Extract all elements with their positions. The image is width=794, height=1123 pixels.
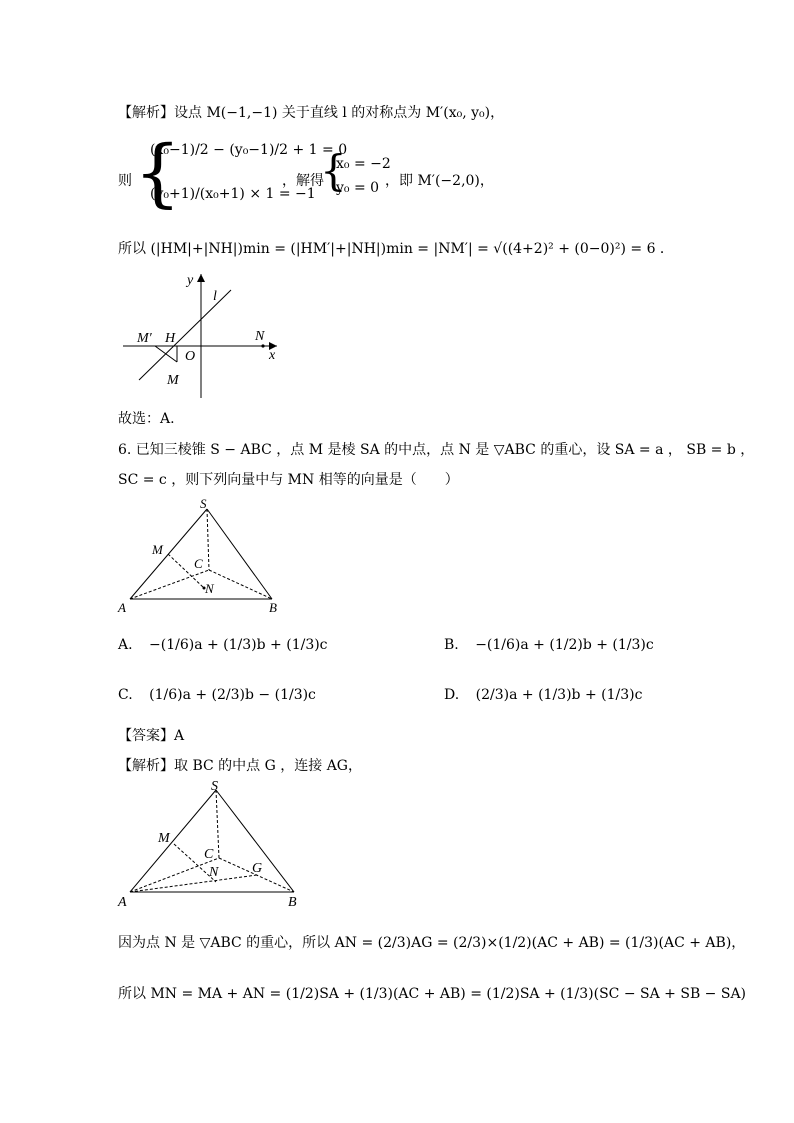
- label-m: M: [152, 542, 163, 557]
- result-conclusion: ，即 M′(−2,0)，: [385, 173, 494, 189]
- answer-6: 【答案】A: [118, 728, 185, 744]
- option-c-key: C.: [118, 687, 133, 703]
- option-a-key: A.: [118, 637, 133, 653]
- option-a-text: −(1/6)a + (1/3)b + (1/3)c: [149, 637, 328, 653]
- label-y: y: [187, 273, 194, 288]
- ze-label: 则: [118, 173, 132, 189]
- label-m: M: [158, 831, 170, 846]
- option-d-key: D.: [444, 687, 460, 703]
- option-a[interactable]: [118, 637, 328, 653]
- brace-result: {: [320, 146, 347, 195]
- label-g: G: [252, 861, 263, 876]
- q6-stem-line2: SC = c ，则下列向量中与 MN 相等的向量是（ ）: [118, 472, 459, 488]
- tetrahedron-figure-2: [112, 778, 312, 913]
- label-b: B: [288, 895, 297, 910]
- label-n: N: [255, 329, 265, 344]
- result-2: y₀ = 0: [336, 180, 380, 196]
- line-an: 因为点 N 是 ▽ABC 的重心，所以 AN = (2/3)AG = (2/3)×(1/2)(AC + AB) = (1/3)(AC + AB)，: [118, 935, 746, 951]
- option-d-text: (2/3)a + (1/3)b + (1/3)c: [475, 687, 643, 703]
- jiede-label: ，解得: [282, 173, 324, 189]
- label-o: O: [185, 349, 196, 364]
- analysis-6: 【解析】取 BC 的中点 G ，连接 AG，: [118, 758, 362, 774]
- solution-intro: 【解析】设点 M(−1,−1) 关于直线 l 的对称点为 M′(x₀, y₀)，: [118, 105, 505, 121]
- option-b-key: B.: [444, 637, 459, 653]
- label-b: B: [269, 600, 277, 615]
- equation-2: (y₀+1)/(x₀+1) × 1 = −1: [150, 186, 316, 202]
- answer-5: 故选：A.: [118, 411, 175, 427]
- label-m: M: [167, 373, 179, 388]
- label-c: C: [204, 847, 214, 862]
- option-d[interactable]: [444, 687, 642, 703]
- label-n: N: [209, 865, 219, 880]
- min-distance-line: 所以 (|HM|+|NH|)min = (|HM′|+|NH|)min = |NM′| = √((4+2)² + (0−0)²) = 6 ．: [118, 241, 674, 257]
- result-1: x₀ = −2: [336, 156, 391, 172]
- equation-1: (x₀−1)/2 − (y₀−1)/2 + 1 = 0: [150, 142, 348, 158]
- option-b-text: −(1/6)a + (1/2)b + (1/3)c: [475, 637, 654, 653]
- option-c[interactable]: [118, 687, 316, 703]
- tetrahedron-figure-1: [112, 495, 292, 620]
- q6-stem-line1: 6. 已知三棱锥 S − ABC ，点 M 是棱 SA 的中点，点 N 是 ▽ABC 的重心，设 SA = a ， SB = b ，: [118, 442, 755, 458]
- line-mn: 所以 MN = MA + AN = (1/2)SA + (1/3)(AC + AB) = (1/2)SA + (1/3)(SC − SA + SB − SA): [118, 986, 747, 1002]
- brace-left: {: [134, 130, 182, 216]
- label-s: S: [211, 779, 218, 794]
- label-a: A: [118, 895, 127, 910]
- option-b[interactable]: [444, 637, 654, 653]
- label-c: C: [194, 556, 203, 571]
- coordinate-figure: [115, 262, 295, 402]
- label-x: x: [269, 348, 276, 363]
- label-n: N: [205, 581, 214, 596]
- label-h: H: [165, 331, 176, 346]
- option-c-text: (1/6)a + (2/3)b − (1/3)c: [149, 687, 316, 703]
- label-a: A: [118, 600, 126, 615]
- label-s: S: [200, 496, 207, 511]
- label-m-prime: M′: [137, 331, 152, 346]
- label-l: l: [213, 289, 217, 304]
